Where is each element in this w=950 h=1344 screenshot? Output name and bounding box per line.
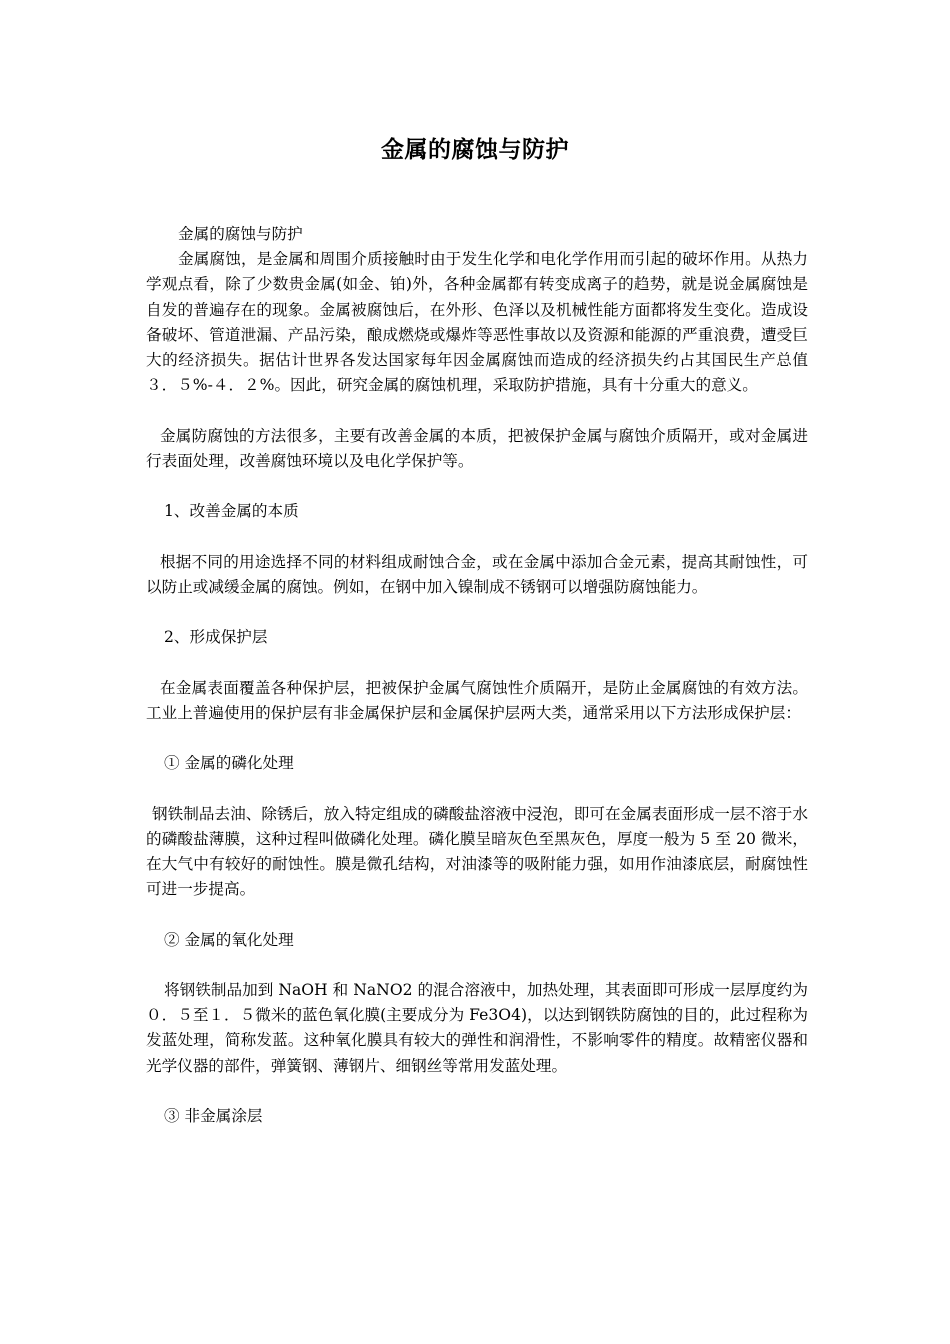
subsection-heading-3: ③ 非金属涂层 [164, 1106, 263, 1125]
paragraph-gap [146, 398, 808, 423]
paragraph-subsection-1: 钢铁制品去油、除锈后，放入特定组成的磷酸盐溶液中浸泡，即可在金属表面形成一层不溶于水的磷酸盐薄膜，这种过程叫做磷化处理。磷化膜呈暗灰色至黑灰色，厚度一般为 5 至 20 微米，在大气中有较好的耐蚀性。膜是微孔结构，对油漆等的吸附能力强，如用作油漆底层，耐腐蚀性可进一步提高。 [146, 804, 808, 899]
paragraph-gap [146, 902, 808, 927]
section-heading-1: 1、改善金属的本质 [164, 502, 299, 521]
paragraph-gap [146, 524, 808, 549]
document-title: 金属的腐蚀与防护 [381, 136, 569, 163]
paragraph-gap [146, 600, 808, 625]
paragraph-gap [146, 1079, 808, 1104]
paragraph-methods: 金属防腐蚀的方法很多，主要有改善金属的本质，把被保护金属与腐蚀介质隔开，或对金属进行表面处理，改善腐蚀环境以及电化学保护等。 [146, 426, 808, 470]
document-subtitle: 金属的腐蚀与防护 [178, 225, 303, 243]
section-heading-2: 2、形成保护层 [164, 628, 268, 647]
paragraph-section-2: 在金属表面覆盖各种保护层，把被保护金属气腐蚀性介质隔开，是防止金属腐蚀的有效方法。工业上普遍使用的保护层有非金属保护层和金属保护层两大类，通常采用以下方法形成保护层： [146, 678, 808, 722]
paragraph-section-1: 根据不同的用途选择不同的材料组成耐蚀合金，或在金属中添加合金元素，提高其耐蚀性，可以防止或减缓金属的腐蚀。例如，在钢中加入镍制成不锈钢可以增强防腐蚀能力。 [146, 552, 808, 596]
paragraph-intro: 金属腐蚀，是金属和周围介质接触时由于发生化学和电化学作用而引起的破坏作用。从热力学观点看，除了少数贵金属(如金、铂)外，各种金属都有转变成离子的趋势，就是说金属腐蚀是自发的普遍存在的现象。金属被腐蚀后，在外形、色泽以及机械性能方面都将发生变化。造成设备破坏、管道泄漏、产品污染，酿成燃烧或爆炸等恶性事故以及资源和能源的严重浪费，遭受巨大的经济损失。据估计世界各发达国家每年因金属腐蚀而造成的经济损失约占其国民生产总值３．５%-４．２%。因此，研究金属的腐蚀机理，采取防护措施，具有十分重大的意义。 [146, 250, 808, 395]
paragraph-subsection-2: 将钢铁制品加到 NaOH 和 NaNO2 的混合溶液中，加热处理，其表面即可形成一层厚度约为０．５至１．５微米的蓝色氧化膜(主要成分为 Fe3O4)，以达到钢铁防腐蚀的目的，此过程称为发蓝处理，简称发蓝。这种氧化膜具有较大的弹性和润滑性，不影响零件的精度。故精密仪器和光学仪器的部件，弹簧钢、薄钢片、细钢丝等常用发蓝处理。 [146, 980, 808, 1075]
paragraph-gap [146, 650, 808, 675]
document-body [146, 222, 808, 1129]
paragraph-gap [146, 953, 808, 978]
subsection-heading-1: ① 金属的磷化处理 [164, 754, 294, 773]
paragraph-gap [146, 474, 808, 499]
paragraph-gap [146, 776, 808, 801]
subsection-heading-2: ② 金属的氧化处理 [164, 930, 294, 949]
paragraph-gap [146, 726, 808, 751]
